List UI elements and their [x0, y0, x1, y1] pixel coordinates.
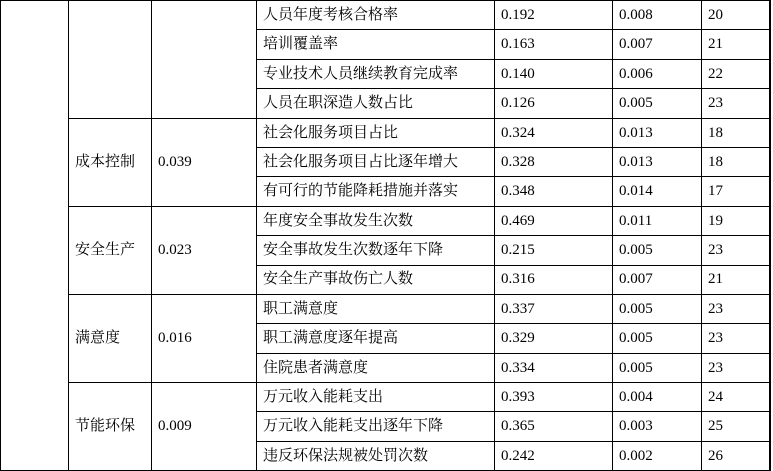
- table-row: [1, 383, 770, 412]
- indicator-cell: 人员年度考核合格率: [257, 1, 495, 30]
- weighted-value-cell: 0.013: [613, 147, 702, 176]
- indicator-cell: 专业技术人员继续教育完成率: [257, 59, 495, 88]
- value-cell: 0.242: [495, 441, 613, 470]
- rank-cell: 19: [702, 206, 770, 235]
- indicator-cell: 社会化服务项目占比: [257, 118, 495, 147]
- weighted-value-cell: 0.008: [613, 1, 702, 30]
- rank-cell: 23: [702, 353, 770, 382]
- rank-cell: 23: [702, 324, 770, 353]
- rank-cell: 23: [702, 89, 770, 118]
- rank-cell: 20: [702, 1, 770, 30]
- indicator-cell: 社会化服务项目占比逐年增大: [257, 147, 495, 176]
- value-cell: 0.337: [495, 294, 613, 323]
- value-cell: 0.469: [495, 206, 613, 235]
- value-cell: 0.324: [495, 118, 613, 147]
- indicator-cell: 人员在职深造人数占比: [257, 89, 495, 118]
- table-row: [1, 294, 770, 323]
- rank-cell: 17: [702, 177, 770, 206]
- weighted-value-cell: 0.007: [613, 265, 702, 294]
- rank-cell: 25: [702, 412, 770, 441]
- indicator-cell: 培训覆盖率: [257, 30, 495, 59]
- indicator-cell: 安全事故发生次数逐年下降: [257, 236, 495, 265]
- rank-cell: 23: [702, 236, 770, 265]
- indicator-cell: 违反环保法规被处罚次数: [257, 441, 495, 470]
- weighted-value-cell: 0.005: [613, 89, 702, 118]
- rank-cell: 18: [702, 118, 770, 147]
- indicator-cell: 安全生产事故伤亡人数: [257, 265, 495, 294]
- weight-cell: [152, 1, 257, 119]
- weight-cell: 0.009: [152, 383, 257, 471]
- value-cell: 0.140: [495, 59, 613, 88]
- indicator-cell: 住院患者满意度: [257, 353, 495, 382]
- weighted-value-cell: 0.005: [613, 236, 702, 265]
- weighted-value-cell: 0.004: [613, 383, 702, 412]
- value-cell: 0.348: [495, 177, 613, 206]
- category-cell: 成本控制: [69, 118, 152, 206]
- weighted-value-cell: 0.006: [613, 59, 702, 88]
- value-cell: 0.365: [495, 412, 613, 441]
- weight-cell: 0.016: [152, 294, 257, 382]
- weighted-value-cell: 0.002: [613, 441, 702, 470]
- weighted-value-cell: 0.013: [613, 118, 702, 147]
- value-cell: 0.393: [495, 383, 613, 412]
- weighted-value-cell: 0.014: [613, 177, 702, 206]
- weight-cell: 0.023: [152, 206, 257, 294]
- weighted-value-cell: 0.007: [613, 30, 702, 59]
- weighted-value-cell: 0.005: [613, 324, 702, 353]
- indicator-cell: 万元收入能耗支出逐年下降: [257, 412, 495, 441]
- rank-cell: 26: [702, 441, 770, 470]
- value-cell: 0.163: [495, 30, 613, 59]
- value-cell: 0.192: [495, 1, 613, 30]
- indicator-cell: 年度安全事故发生次数: [257, 206, 495, 235]
- weight-cell: 0.039: [152, 118, 257, 206]
- value-cell: 0.334: [495, 353, 613, 382]
- value-cell: 0.126: [495, 89, 613, 118]
- weighted-value-cell: 0.003: [613, 412, 702, 441]
- category-cell: 满意度: [69, 294, 152, 382]
- value-cell: 0.316: [495, 265, 613, 294]
- category-cell: 节能环保: [69, 383, 152, 471]
- rank-cell: 23: [702, 294, 770, 323]
- rank-cell: 21: [702, 30, 770, 59]
- indicator-cell: 职工满意度: [257, 294, 495, 323]
- weighted-value-cell: 0.005: [613, 294, 702, 323]
- indicator-cell: 有可行的节能降耗措施并落实: [257, 177, 495, 206]
- left-group-cell: [1, 1, 69, 471]
- weighted-value-cell: 0.011: [613, 206, 702, 235]
- rank-cell: 21: [702, 265, 770, 294]
- table-row: [1, 1, 770, 30]
- value-cell: 0.328: [495, 147, 613, 176]
- rank-cell: 22: [702, 59, 770, 88]
- category-cell: 安全生产: [69, 206, 152, 294]
- table-row: [1, 206, 770, 235]
- table-row: [1, 118, 770, 147]
- indicator-cell: 职工满意度逐年提高: [257, 324, 495, 353]
- value-cell: 0.329: [495, 324, 613, 353]
- indicator-cell: 万元收入能耗支出: [257, 383, 495, 412]
- rank-cell: 18: [702, 147, 770, 176]
- value-cell: 0.215: [495, 236, 613, 265]
- category-cell: [69, 1, 152, 119]
- rank-cell: 24: [702, 383, 770, 412]
- weighted-value-cell: 0.005: [613, 353, 702, 382]
